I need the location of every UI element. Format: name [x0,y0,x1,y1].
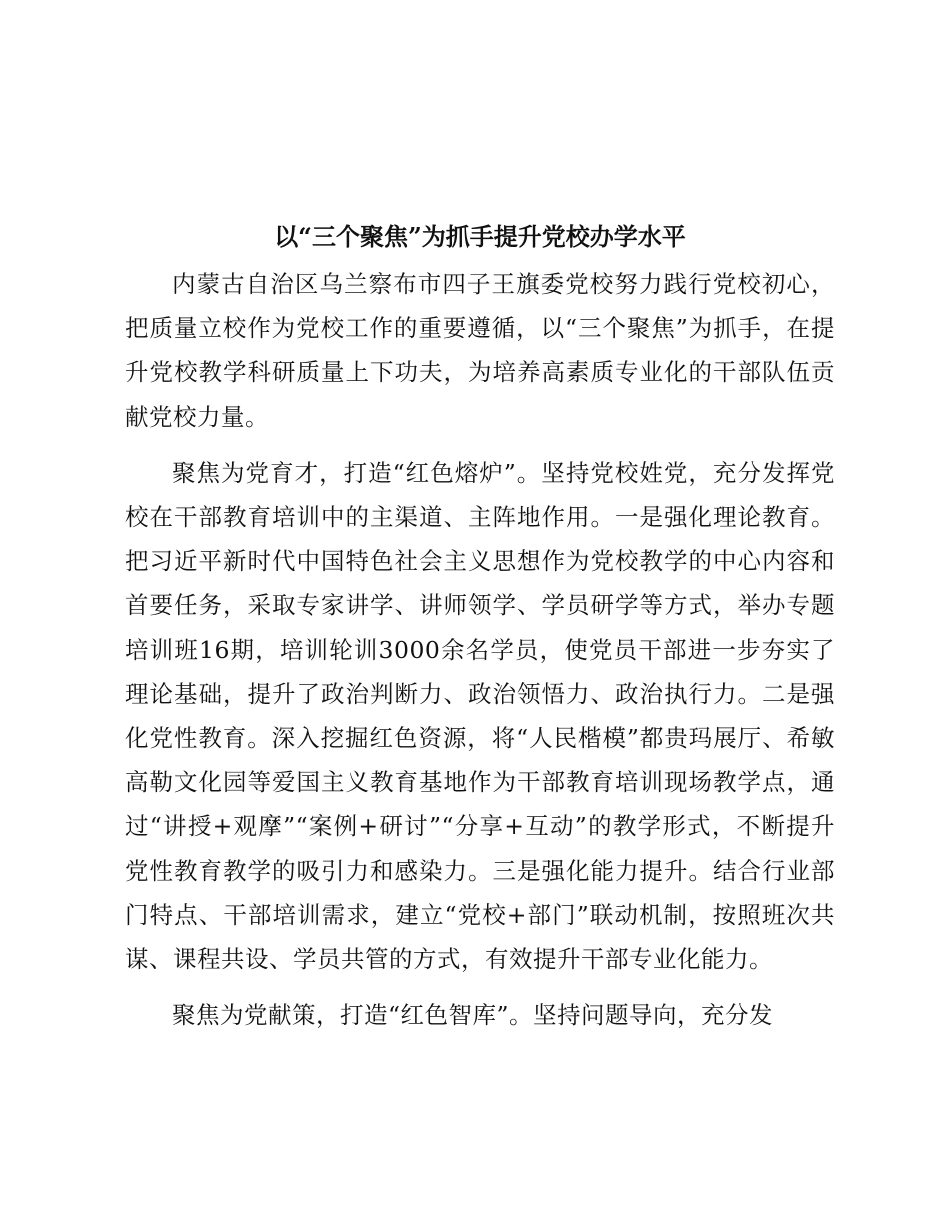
document-body [125,262,835,1049]
paragraph-section-1: 聚焦为党育才，打造“红色熔炉”。坚持党校姓党，充分发挥党校在干部教育培训中的主渠道、主阵地作用。一是强化理论教育。把习近平新时代中国特色社会主义思想作为党校教学的中心内容和首要任务，采取专家讲学、讲师领学、学员研学等方式，举办专题培训班16期，培训轮训3000余名学员，使党员干部进一步夯实了理论基础，提升了政治判断力、政治领悟力、政治执行力。二是强化党性教育。深入挖掘红色资源，将“人民楷模”都贵玛展厅、希敏高勒文化园等爱国主义教育基地作为干部教育培训现场教学点，通过“讲授+观摩”“案例+研讨”“分享+互动”的教学形式，不断提升党性教育教学的吸引力和感染力。三是强化能力提升。结合行业部门特点、干部培训需求，建立“党校+部门”联动机制，按照班次共谋、课程共设、学员共管的方式，有效提升干部专业化能力。 [125,458,835,974]
paragraph-intro: 内蒙古自治区乌兰察布市四子王旗委党校努力践行党校初心，把质量立校作为党校工作的重要遵循，以“三个聚焦”为抓手，在提升党校教学科研质量上下功夫，为培养高素质专业化的干部队伍贡献党校力量。 [125,270,835,431]
paragraph-section-2: 聚焦为党献策，打造“红色智库”。坚持问题导向，充分发 [172,1001,774,1030]
document-title: 以“三个聚焦”为抓手提升党校办学水平 [274,222,686,251]
